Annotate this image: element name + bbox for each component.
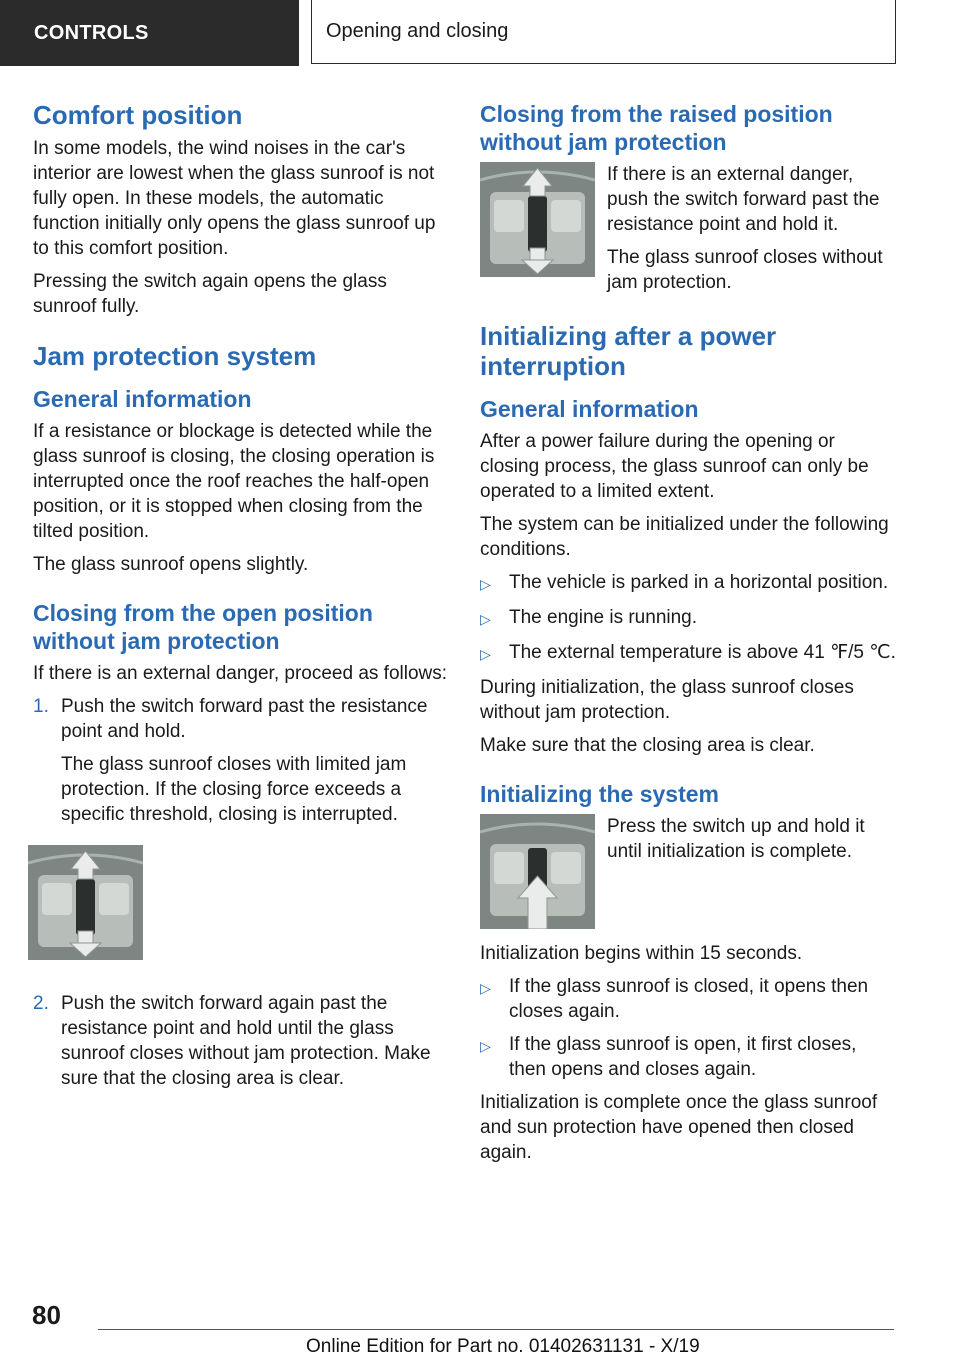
conditions-list — [480, 570, 896, 667]
triangle-bullet-icon: ▷ — [480, 576, 491, 592]
closing-open-heading: Closing from the open position without jam protection — [33, 600, 373, 654]
comfort-text-1: In some models, the wind noises in the car's interior are lowest when the glass sunroof is not fully open. In these models, the automatic function initially only opens the glass sunroof up to this comfort position. — [33, 138, 436, 259]
raised-text-1: If there is an external danger, push the switch forward past the resistance point and hold it. — [607, 164, 880, 235]
footer-divider — [98, 1329, 894, 1330]
outcomes-list — [480, 974, 896, 1082]
switch-forward-icon — [480, 162, 595, 277]
step-text: Push the switch forward past the resistance point and hold. — [61, 696, 428, 742]
general-heading-right: General information — [480, 396, 699, 422]
triangle-bullet-icon: ▷ — [480, 980, 491, 996]
step-text: Push the switch forward again past the resistance point and hold until the glass sunroof closes without jam protection. Make sure that the closing area is clear. — [61, 993, 431, 1089]
comfort-heading: Comfort position — [33, 100, 243, 130]
page-header — [0, 0, 960, 66]
init-heading: Initializing after a power interruption — [480, 321, 777, 381]
step-subtext: The glass sunroof closes with limited jam protection. If the closing force exceeds a specific threshold, closing is interrupted. — [61, 754, 407, 825]
chapter-tab: Opening and closing — [311, 0, 896, 64]
page-number: 80 — [32, 1300, 61, 1330]
system-text-3: Initialization is complete once the glass sunroof and sun protection have opened then closed again. — [480, 1092, 878, 1163]
switch-forward-figure — [28, 845, 449, 967]
system-text-1: Press the switch up and hold it until initialization is complete. — [607, 816, 865, 862]
general-text-1: If a resistance or blockage is detected while the glass sunroof is closing, the closing operation is interrupted once the roof reaches the half-open position, or it is stopped when closing from the tilted position. — [33, 421, 435, 542]
raised-heading: Closing from the raised position without jam protection — [480, 101, 833, 155]
step-number: 2. — [33, 993, 49, 1014]
comfort-text-2: Pressing the switch again opens the glass sunroof fully. — [33, 271, 387, 317]
init-text-4: Make sure that the closing area is clear. — [480, 735, 815, 756]
list-item — [33, 991, 449, 1091]
list-item: ▷ If the glass sunroof is closed, it opens then closes again. — [480, 976, 869, 1022]
list-item: ▷ If the glass sunroof is open, it first closes, then opens and closes again. — [480, 1034, 857, 1080]
general-text-2: The glass sunroof opens slightly. — [33, 554, 309, 575]
edition-note: Online Edition for Part no. 01402631131 - X/19 — [306, 1336, 700, 1357]
init-text-2: The system can be initialized under the following conditions. — [480, 514, 889, 560]
list-item — [33, 694, 449, 827]
right-column — [480, 100, 896, 1173]
jam-heading: Jam protection system — [33, 341, 317, 371]
raised-text-2: The glass sunroof closes without jam protection. — [607, 247, 883, 293]
triangle-bullet-icon: ▷ — [480, 611, 491, 627]
step-number: 1. — [33, 696, 49, 717]
list-item: ▷ The vehicle is parked in a horizontal position. — [480, 570, 896, 597]
switch-up-icon — [480, 814, 595, 929]
general-heading-left: General information — [33, 386, 252, 412]
triangle-bullet-icon: ▷ — [480, 646, 491, 662]
system-text-2: Initialization begins within 15 seconds. — [480, 943, 803, 964]
steps-list — [33, 694, 449, 827]
switch-forward-icon — [28, 845, 143, 960]
system-heading: Initializing the system — [480, 781, 719, 807]
triangle-bullet-icon: ▷ — [480, 1038, 491, 1054]
init-text-1: After a power failure during the opening or closing process, the glass sunroof can only be operated to a limited extent. — [480, 431, 869, 502]
list-item: ▷ The engine is running. — [480, 605, 896, 632]
init-text-3: During initialization, the glass sunroof closes without jam protection. — [480, 677, 854, 723]
left-column — [33, 100, 449, 1099]
closing-open-text: If there is an external danger, proceed as follows: — [33, 663, 448, 684]
section-tab: CONTROLS — [0, 0, 299, 66]
list-item: ▷ The external temperature is above 41 ℉/5 ℃. — [480, 640, 896, 667]
